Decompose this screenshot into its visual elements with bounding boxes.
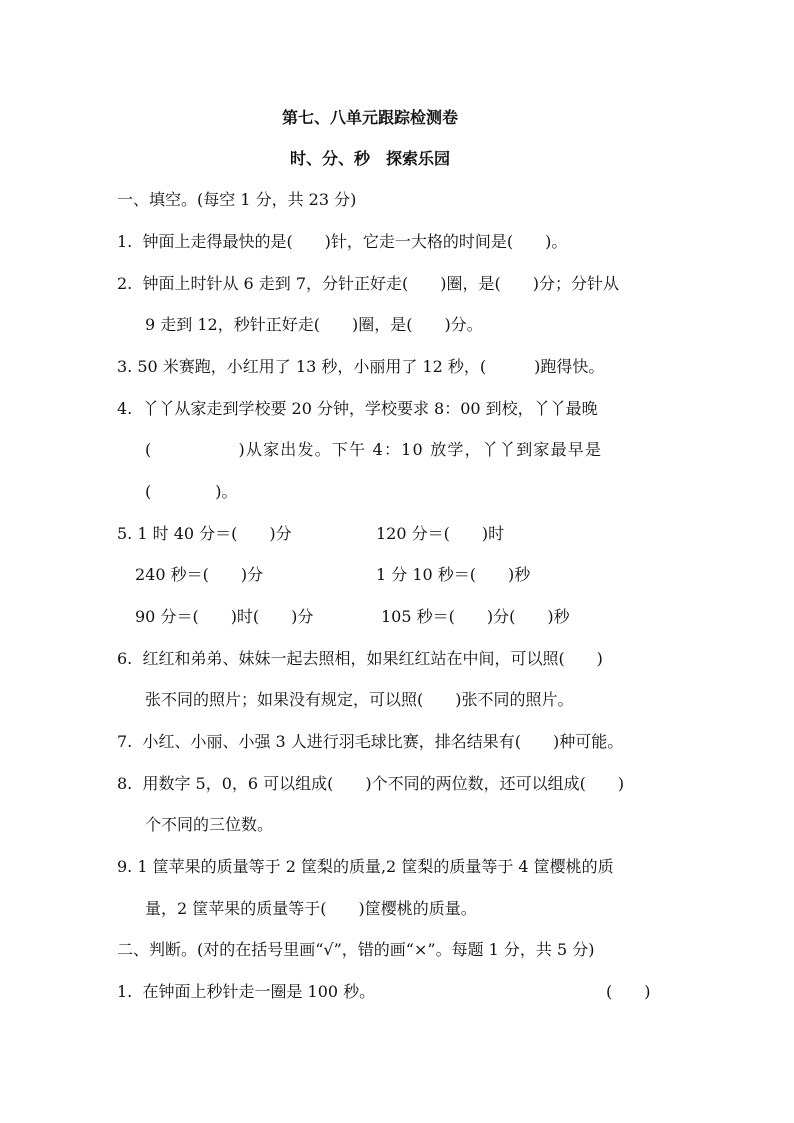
- question-9-line-2: 量，2 筐苹果的质量等于( )筐樱桃的质量。: [145, 899, 477, 918]
- question-5-a-left: 5. 1 时 40 分＝( )分: [117, 524, 292, 543]
- question-5-a-right: 120 分＝( )时: [376, 524, 505, 543]
- question-3: 3. 50 米赛跑，小红用了 13 秒，小丽用了 12 秒，( )跑得快。: [117, 357, 605, 376]
- question-6-line-1: 6. 红红和弟弟、妹妹一起去照相，如果红红站在中间，可以照( ): [117, 649, 603, 668]
- section-heading-fill-blank: 一、填空。(每空 1 分，共 23 分): [117, 190, 357, 209]
- question-6-line-2: 张不同的照片；如果没有规定，可以照( )张不同的照片。: [145, 690, 574, 709]
- question-8-line-1: 8. 用数字 5，0，6 可以组成( )个不同的两位数，还可以组成( ): [117, 774, 625, 793]
- section-heading-true-false: 二、判断。(对的在括号里画“√”，错的画“×”。每题 1 分，共 5 分): [117, 940, 595, 959]
- question-1: 1. 钟面上走得最快的是( )针，它走一大格的时间是( )。: [117, 232, 568, 251]
- question-2-line-1: 2. 钟面上时针从 6 走到 7，分针正好走( )圈，是( )分；分针从: [117, 274, 620, 293]
- question-8-line-2: 个不同的三位数。: [145, 815, 274, 834]
- question-4-line-3: ( )。: [145, 482, 238, 501]
- question-4-line-1: 4. 丫丫从家走到学校要 20 分钟，学校要求 8：00 到校，丫丫最晚: [117, 399, 598, 418]
- question-5-c-right: 105 秒＝( )分( )秒: [381, 607, 570, 626]
- question-2-line-2: 9 走到 12，秒针正好走( )圈，是( )分。: [145, 315, 483, 334]
- question-7: 7. 小红、小丽、小强 3 人进行羽毛球比赛，排名结果有( )种可能。: [117, 732, 624, 751]
- judge-answer-paren: ( ): [606, 982, 651, 1001]
- question-4-line-2: ( )从家出发。下午 4：10 放学，丫丫到家最早是: [145, 440, 603, 459]
- question-5-c-left: 90 分＝( )时( )分: [135, 607, 314, 626]
- question-9-line-1: 9. 1 筐苹果的质量等于 2 筐梨的质量,2 筐梨的质量等于 4 筐樱桃的质: [117, 857, 614, 876]
- question-5-b-left: 240 秒＝( )分: [135, 565, 264, 584]
- question-5-b-right: 1 分 10 秒＝( )秒: [376, 565, 531, 584]
- page-subtitle: 时、分、秒 探索乐园: [290, 149, 451, 168]
- page-title: 第七、八单元跟踪检测卷: [282, 108, 459, 127]
- judge-question-1: 1. 在钟面上秒针走一圈是 100 秒。: [117, 982, 376, 1001]
